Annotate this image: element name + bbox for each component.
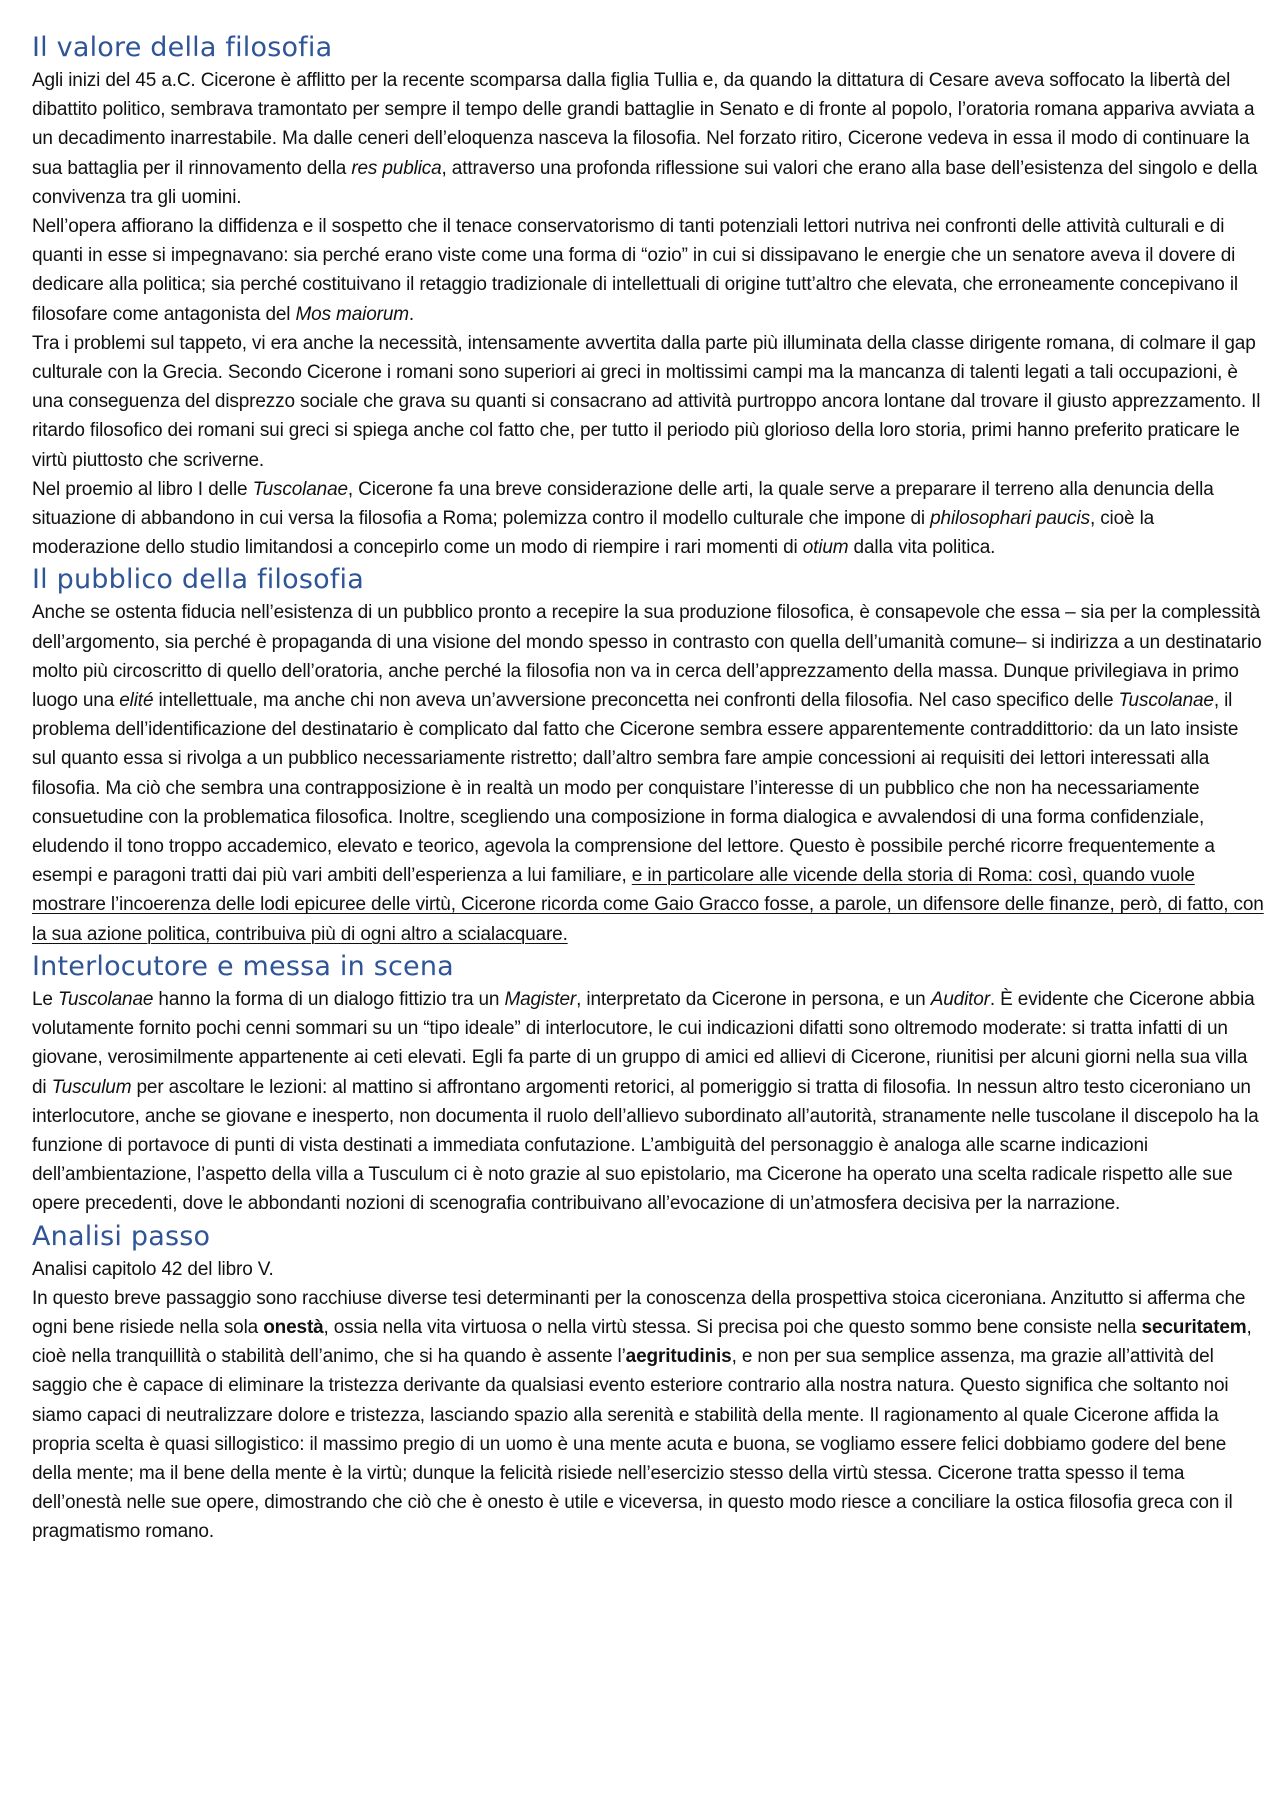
- text-run: Nell’opera affiorano la diffidenza e il sospetto che il tenace conservatorismo di tanti potenziali lettori nutriva nei confronti delle attività culturali e di quanti in esse si impegnavano: sia perché erano viste come una forma di “ozio” in cui si dissipavano le energie che un senatore aveva il dovere di dedicare alla politica; sia perché costituivano il retaggio tradizionale di intellettuali di origine tutt’altro che elevata, che erroneamente concepivano il filosofare come antagonista del: [32, 216, 1238, 325]
- italic-term: Tuscolanae: [57, 988, 154, 1010]
- bold-term: onestà: [263, 1316, 324, 1338]
- text-run: , ossia nella vita virtuosa o nella virtù stessa. Si precisa poi che questo sommo bene consiste nella: [323, 1316, 1142, 1338]
- document-page: [32, 30, 1264, 1547]
- text-run: , interpretato da Cicerone in persona, e un: [576, 988, 931, 1010]
- italic-term: Tusculum: [51, 1076, 132, 1098]
- text-run: , cioè la moderazione dello studio limitandosi a concepirlo come un modo di riempire i rari momenti di: [32, 508, 1155, 559]
- text-run: , cioè nella tranquillità o stabilità dell’animo, che si ha quando è assente l’: [32, 1316, 1252, 1368]
- paragraph: [32, 475, 1264, 563]
- italic-term: Magister: [504, 988, 577, 1010]
- bold-term: securitatem: [1141, 1316, 1247, 1338]
- text-run: , il problema dell’identificazione del destinatario è complicato dal fatto che Cicerone sembra essere apparentemente contraddittorio: da un lato insiste sul quanto essa si rivolga a un pubblico necessariamente ristretto; dall’altro sembra fare ampie concessioni ai requisiti dei lettori interessati alla filosofia. Ma ciò che sembra una contrapposizione è in realtà un modo per conquistare l’interesse di un pubblico che non ha necessariamente consuetudine con la problematica filosofica. Inoltre, scegliendo una composizione in forma dialogica e avvalendosi di una forma confidenziale, eludendo il tono troppo accademico, elevato e teorico, agevola la comprensione del lettore. Questo è possibile perché ricorre frequentemente a esempi e paragoni tratti dai più vari ambiti dell’esperienza a lui familiare,: [32, 690, 1239, 887]
- text-run: , attraverso una profonda riflessione sui valori che erano alla base dell’esistenza del singolo e della convivenza tra gli uomini.: [32, 157, 1258, 208]
- heading-valore-filosofia: Il valore della filosofia: [32, 32, 333, 63]
- paragraph: [32, 1284, 1264, 1547]
- heading-interlocutore: Interlocutore e messa in scena: [32, 950, 454, 982]
- text-run: dalla vita politica.: [848, 537, 996, 559]
- text-run: Agli inizi del 45 a.C. Cicerone è afflitto per la recente scomparsa dalla figlia Tullia e, da quando la dittatura di Cesare aveva soffocato la libertà del dibattito politico, sembrava tramontato per sempre il tempo delle grandi battaglie in Senato e di fronte al popolo, l’oratoria romana appariva avviata a un decadimento inarrestabile. Ma dalle ceneri dell’eloquenza nasceva la filosofia. Nel forzato ritiro, Cicerone vedeva in essa il modo di continuare la sua battaglia per il rinnovamento della: [32, 70, 1255, 179]
- text-run: hanno la forma di un dialogo fittizio tra un: [153, 988, 505, 1010]
- italic-term: Tuscolanae: [252, 478, 348, 500]
- heading-pubblico-filosofia: Il pubblico della filosofia: [32, 564, 364, 596]
- text-run: .: [408, 303, 415, 325]
- italic-term: philosophari paucis: [930, 508, 1090, 530]
- italic-term: Mos maiorum: [295, 303, 409, 325]
- paragraph: [32, 212, 1264, 329]
- paragraph: Analisi capitolo 42 del libro V.: [32, 1258, 274, 1280]
- paragraph: [32, 598, 1264, 948]
- heading-analisi-passo: Analisi passo: [32, 1220, 211, 1252]
- italic-term: Tuscolanae: [1118, 690, 1214, 712]
- text-run: , Cicerone fa una breve considerazione delle arti, la quale serve a preparare il terreno alla denuncia della situazione di abbandono in cui versa la filosofia a Roma; polemizza contro il modello culturale che impone di: [32, 478, 1214, 530]
- italic-term: otium: [802, 537, 849, 559]
- italic-term: elité: [119, 690, 154, 712]
- text-run: intellettuale, ma anche chi non aveva un’avversione preconcetta nei confronti della filosofia. Nel caso specifico delle: [153, 690, 1119, 712]
- text-run: . È evidente che Cicerone abbia volutamente fornito pochi cenni sommari su un “tipo ideale” di interlocutore, le cui indicazioni difatti sono oltremodo moderate: si tratta infatti di un giovane, verosimilmente appartenente ai ceti elevati. Egli fa parte di un gruppo di amici ed allievi di Cicerone, riunitisi per alcuni giorni nella sua villa di: [32, 988, 1255, 1098]
- italic-term: Auditor: [930, 988, 990, 1010]
- text-run: Le: [32, 988, 58, 1010]
- text-run: Nel proemio al libro I delle: [32, 478, 253, 500]
- underlined-passage: e in particolare alle vicende della storia di Roma: così, quando vuole mostrare l’incoerenza delle lodi epicuree delle virtù, Cicerone ricorda come Gaio Gracco fosse, a parole, un difensore delle finanze, però, di fatto, con la sua azione politica, contribuiva più di ogni altro a scialacquare.: [32, 865, 1264, 945]
- text-run: per ascoltare le lezioni: al mattino si affrontano argomenti retorici, al pomeriggio si tratta di filosofia. In nessun altro testo ciceroniano un interlocutore, anche se giovane e inesperto, non documenta il ruolo dell’allievo subordinato all’autorità, stranamente nelle tuscolane il discepolo ha la funzione di portavoce di punti di vista destinati a immediata confutazione. L’ambiguità del personaggio è analoga alle scarne indicazioni dell’ambientazione, l’aspetto della villa a Tusculum ci è noto grazie al suo epistolario, ma Cicerone ha operato una scelta radicale rispetto alle sue opere precedenti, dove le abbondanti nozioni di scenografia contribuivano all’evocazione di un’atmosfera decisiva per la narrazione.: [32, 1076, 1259, 1215]
- text-run: , e non per sua semplice assenza, ma grazie all’attività del saggio che è capace di eliminare la tristezza derivante da qualsiasi evento esteriore contrario alla nostra natura. Questo significa che soltanto noi siamo capaci di neutralizzare dolore e tristezza, lasciando spazio alla serenità e stabilità della mente. Il ragionamento al quale Cicerone affida la propria scelta è quasi sillogistico: il massimo pregio di un uomo è una mente acuta e buona, se vogliamo essere felici dobbiamo godere del bene della mente; ma il bene della mente è la virtù; dunque la felicità risiede nell’esercizio stesso della virtù stessa. Cicerone tratta spesso il tema dell’onestà nelle sue opere, dimostrando che ciò che è onesto è utile e viceversa, in questo modo riesce a conciliare la ostica filosofia greca con il pragmatismo romano.: [32, 1346, 1233, 1543]
- text-run: Anche se ostenta fiducia nell’esistenza di un pubblico pronto a recepire la sua produzione filosofica, è consapevole che essa – sia per la complessità dell’argomento, sia perché è propaganda di una visione del mondo spesso in contrasto con quella dell’umanità comune– si indirizza a un destinatario molto più circoscritto di quello dell’oratoria, anche perché la filosofia non va in cerca dell’apprezzamento della massa. Dunque privilegiava in primo luogo una: [32, 602, 1262, 712]
- bold-term: aegritudinis: [625, 1346, 732, 1368]
- paragraph: [32, 66, 1264, 212]
- italic-term: res publica: [351, 157, 442, 179]
- text-run: In questo breve passaggio sono racchiuse diverse tesi determinanti per la conoscenza della prospettiva stoica ciceroniana. Anzitutto si afferma che ogni bene risiede nella sola: [32, 1287, 1246, 1338]
- paragraph: [32, 985, 1264, 1219]
- paragraph: Tra i problemi sul tappeto, vi era anche la necessità, intensamente avvertita dalla parte più illuminata della classe dirigente romana, di colmare il gap culturale con la Grecia. Secondo Cicerone i romani sono superiori ai greci in moltissimi campi ma la mancanza di talenti legati a tali occupazioni, è una conseguenza del disprezzo sociale che grava su quanti si consacrano ad attività purtroppo ancora lontane dal trovare il giusto apprezzamento. Il ritardo filosofico dei romani sui greci si spiega anche col fatto che, per tutto il periodo più glorioso della loro storia, primi hanno preferito praticare le virtù piuttosto che scriverne.: [32, 332, 1261, 471]
